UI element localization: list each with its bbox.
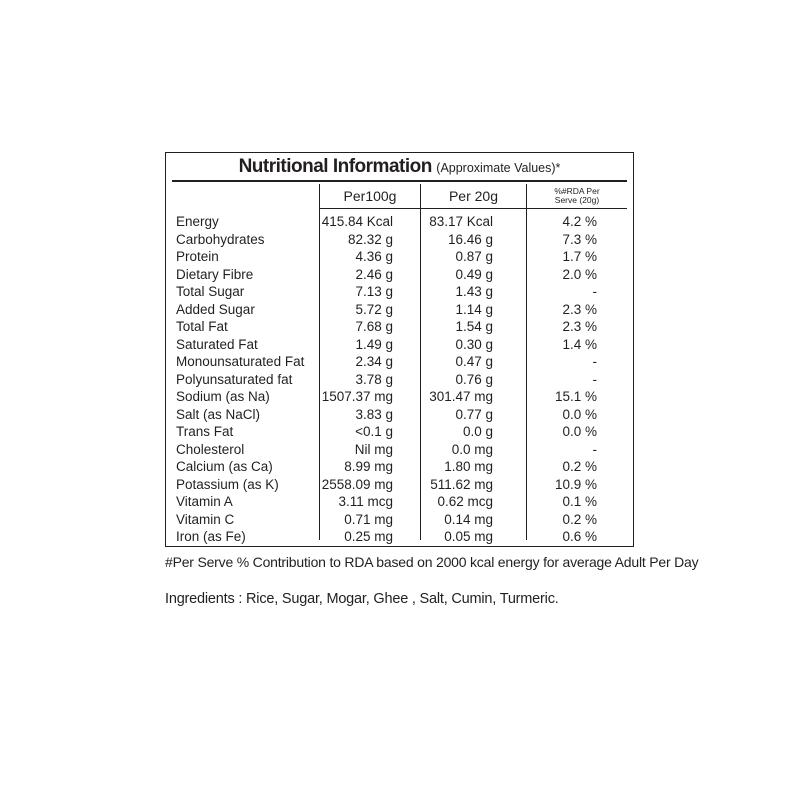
table-row bbox=[166, 248, 633, 266]
per100-value: 4.36 g bbox=[355, 249, 393, 264]
per100-value: 1507.37 mg bbox=[321, 389, 393, 404]
header-rda bbox=[527, 184, 627, 208]
rda-value: 0.6 % bbox=[562, 529, 597, 544]
per100-value: 0.71 mg bbox=[344, 511, 393, 527]
nutrient-rows bbox=[166, 213, 633, 546]
nutrient-name: Sodium (as Na) bbox=[176, 389, 270, 404]
ingredients-list: Ingredients : Rice, Sugar, Mogar, Ghee , Salt, Cumin, Turmeric. bbox=[165, 591, 559, 607]
header-rda-line1: %#RDA Per bbox=[554, 186, 600, 196]
nutrient-name: Polyunsaturated fat bbox=[176, 371, 293, 387]
per100-value: <0.1 g bbox=[355, 424, 393, 439]
per20-value: 0.14 mg bbox=[444, 511, 493, 527]
nutrient-name: Saturated Fat bbox=[176, 336, 258, 352]
per20-value: 0.30 g bbox=[455, 336, 493, 352]
per20-value: 301.47 mg bbox=[429, 389, 493, 404]
nutrient-name: Added Sugar bbox=[176, 301, 255, 317]
nutrient-name: Cholesterol bbox=[176, 441, 245, 457]
rda-value: 4.2 % bbox=[562, 214, 597, 229]
header-per100: Per100g bbox=[343, 188, 397, 204]
per20-value: 16.46 g bbox=[447, 231, 493, 247]
table-row bbox=[166, 493, 633, 511]
per100-value: 2.46 g bbox=[355, 266, 393, 282]
per20-value: 1.43 g bbox=[455, 284, 493, 299]
rda-value: - bbox=[592, 371, 597, 387]
title-text: Nutritional Information bbox=[238, 156, 432, 177]
per100-value: 2558.09 mg bbox=[321, 476, 393, 492]
table-row bbox=[166, 458, 633, 476]
per20-value: 0.0 mg bbox=[451, 441, 493, 457]
per100-value: 7.13 g bbox=[355, 284, 393, 299]
per100-value: 0.25 mg bbox=[344, 529, 393, 544]
rda-value: - bbox=[592, 441, 597, 457]
nutrient-name: Energy bbox=[176, 214, 219, 229]
header-underline bbox=[319, 208, 420, 209]
header-per20: Per 20g bbox=[448, 188, 499, 204]
rda-value: 1.4 % bbox=[562, 336, 597, 352]
per100-value: 3.11 mcg bbox=[338, 494, 393, 509]
table-row bbox=[166, 388, 633, 406]
per20-value: 0.76 g bbox=[455, 371, 493, 387]
per100-value: 3.83 g bbox=[355, 406, 393, 422]
nutrient-name: Total Fat bbox=[176, 319, 228, 334]
per20-value: 83.17 Kcal bbox=[429, 214, 493, 229]
table-row bbox=[166, 283, 633, 301]
per20-value: 0.0 g bbox=[462, 424, 493, 439]
table-row bbox=[166, 231, 633, 249]
table-row bbox=[166, 423, 633, 441]
per20-value: 1.54 g bbox=[455, 319, 493, 334]
nutrient-name: Dietary Fibre bbox=[176, 266, 254, 282]
per100-value: 2.34 g bbox=[355, 354, 393, 369]
nutrient-name: Iron (as Fe) bbox=[176, 529, 246, 544]
table-row bbox=[166, 336, 633, 354]
nutrient-name: Calcium (as Ca) bbox=[176, 459, 273, 474]
subtitle-text: (Approximate Values)* bbox=[436, 161, 561, 175]
header-underline bbox=[420, 208, 526, 209]
per100-value: Nil mg bbox=[354, 441, 393, 457]
per100-value: 8.99 mg bbox=[344, 459, 393, 474]
nutrient-name: Total Sugar bbox=[176, 284, 245, 299]
nutrient-name: Monounsaturated Fat bbox=[176, 354, 305, 369]
rda-value: 1.7 % bbox=[562, 249, 597, 264]
panel-title bbox=[166, 153, 633, 181]
rda-value: 0.0 % bbox=[562, 424, 597, 439]
rda-value: - bbox=[592, 284, 597, 299]
table-row bbox=[166, 353, 633, 371]
per20-value: 511.62 mg bbox=[430, 476, 493, 492]
rda-value: 2.3 % bbox=[562, 301, 597, 317]
rda-value: 15.1 % bbox=[554, 389, 597, 404]
nutrition-panel bbox=[165, 152, 634, 547]
table-row bbox=[166, 441, 633, 459]
table-row bbox=[166, 371, 633, 389]
table-row bbox=[166, 318, 633, 336]
title-divider bbox=[172, 180, 627, 182]
table-row bbox=[166, 528, 633, 546]
rda-value: 7.3 % bbox=[562, 231, 597, 247]
nutrient-name: Carbohydrates bbox=[176, 231, 265, 247]
rda-value: 10.9 % bbox=[554, 476, 597, 492]
per100-value: 3.78 g bbox=[355, 371, 393, 387]
per20-value: 1.80 mg bbox=[444, 459, 493, 474]
nutrient-name: Vitamin A bbox=[176, 494, 233, 509]
nutrient-name: Salt (as NaCl) bbox=[176, 406, 261, 422]
per100-value: 5.72 g bbox=[355, 301, 393, 317]
table-row bbox=[166, 213, 633, 231]
per20-value: 0.05 mg bbox=[444, 529, 493, 544]
rda-value: 2.0 % bbox=[562, 266, 597, 282]
nutrient-name: Protein bbox=[176, 249, 219, 264]
rda-value: 0.1 % bbox=[562, 494, 597, 509]
rda-footnote: #Per Serve % Contribution to RDA based on 2000 kcal energy for average Adult Per Day bbox=[165, 554, 699, 570]
header-rda-line2: Serve (20g) bbox=[554, 195, 600, 205]
per20-value: 1.14 g bbox=[455, 301, 493, 317]
table-row bbox=[166, 406, 633, 424]
per20-value: 0.47 g bbox=[455, 354, 493, 369]
per100-value: 82.32 g bbox=[347, 231, 393, 247]
per100-value: 415.84 Kcal bbox=[321, 214, 393, 229]
per100-value: 1.49 g bbox=[355, 336, 393, 352]
table-row bbox=[166, 301, 633, 319]
per20-value: 0.49 g bbox=[455, 266, 493, 282]
rda-value: 0.0 % bbox=[562, 406, 597, 422]
rda-value: 0.2 % bbox=[562, 511, 597, 527]
table-row bbox=[166, 266, 633, 284]
per100-value: 7.68 g bbox=[355, 319, 393, 334]
header-underline bbox=[526, 208, 627, 209]
per20-value: 0.77 g bbox=[455, 406, 493, 422]
nutrient-name: Trans Fat bbox=[176, 424, 234, 439]
rda-value: 2.3 % bbox=[562, 319, 597, 334]
rda-value: 0.2 % bbox=[562, 459, 597, 474]
table-row bbox=[166, 511, 633, 529]
rda-value: - bbox=[592, 354, 597, 369]
per20-value: 0.87 g bbox=[455, 249, 493, 264]
table-row bbox=[166, 476, 633, 494]
nutrient-name: Vitamin C bbox=[176, 511, 235, 527]
nutrient-name: Potassium (as K) bbox=[176, 476, 279, 492]
per20-value: 0.62 mcg bbox=[437, 494, 493, 509]
